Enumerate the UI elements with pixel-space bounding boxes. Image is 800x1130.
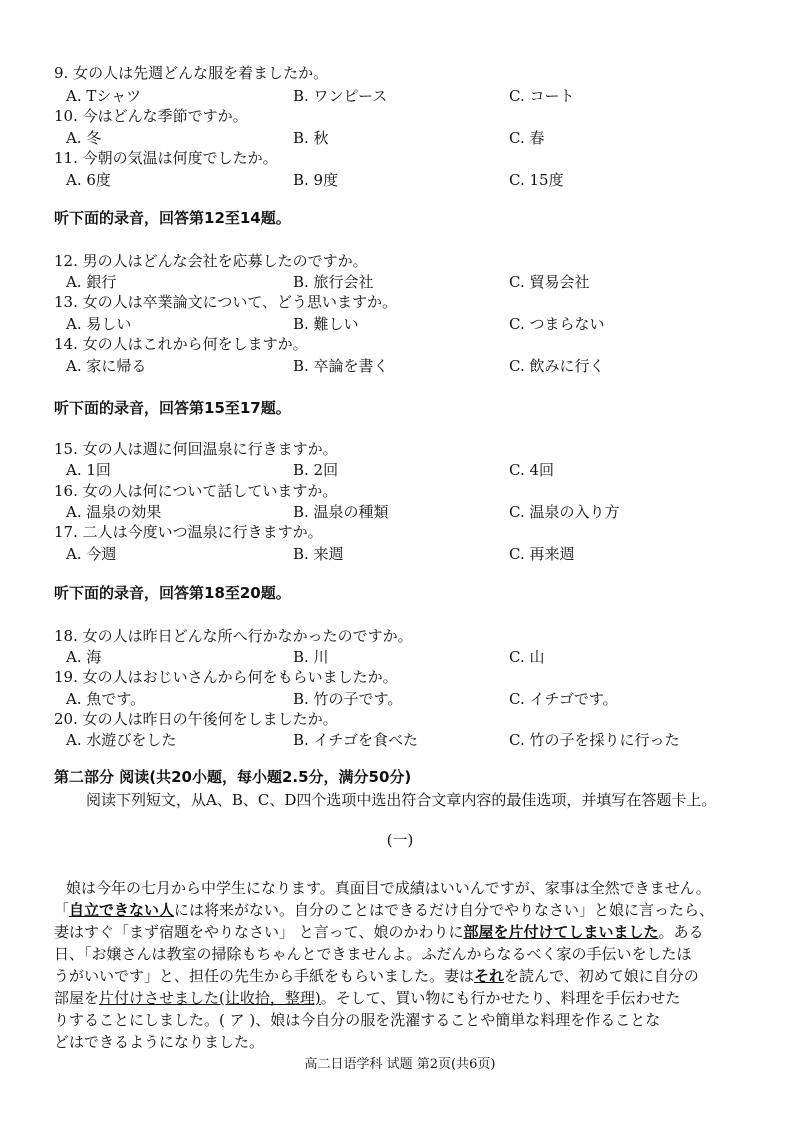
options-14	[0, 355, 800, 377]
question-text: 女の人は昨日の午後何をしましたか。	[82, 710, 338, 728]
passage-title: (一)	[386, 831, 414, 849]
option-a: A. 魚です。	[66, 690, 146, 708]
option-b: B. 卒論を書く	[293, 357, 389, 375]
question-number: 13.	[54, 293, 78, 311]
option-c: C. 山	[509, 648, 545, 666]
passage-line-7: りすることにしました。( ア )、娘は今自分の服を洗濯することや簡単な料理を作ることな	[54, 1011, 661, 1029]
options-19	[0, 688, 800, 710]
option-b: B. 難しい	[293, 315, 359, 333]
passage-text: には将来がない。自分のことはできるだけ自分でやりなさい」と娘に言ったら、	[174, 901, 715, 919]
option-b: B. 来週	[293, 545, 344, 563]
section-heading-18-20: 听下面的录音，回答第18至20题。	[54, 584, 291, 602]
question-number: 12.	[54, 252, 78, 270]
options-12	[0, 271, 800, 293]
question-number: 14.	[54, 335, 78, 353]
underlined-phrase: 部屋を片付けてしまいました	[463, 923, 659, 941]
option-b: B. 2回	[293, 461, 339, 479]
option-a: A. 易しい	[66, 315, 132, 333]
option-c: C. つまらない	[509, 315, 605, 333]
option-a: A. Tシャツ	[66, 87, 142, 105]
option-a: A. 家に帰る	[66, 357, 147, 375]
option-c: C. 竹の子を採りに行った	[509, 731, 680, 749]
question-text: 女の人は週に何回温泉に行きますか。	[82, 440, 338, 458]
option-c: C. 飲みに行く	[509, 357, 605, 375]
passage-text: 。ある	[658, 923, 704, 941]
question-15	[0, 438, 800, 460]
question-16	[0, 480, 800, 502]
option-c: C. 4回	[509, 461, 555, 479]
option-a: A. 1回	[66, 461, 111, 479]
options-16	[0, 501, 800, 523]
option-b: B. 秋	[293, 129, 329, 147]
option-c: C. コート	[509, 87, 575, 105]
option-b: B. ワンピース	[293, 87, 388, 105]
question-number: 16.	[54, 482, 78, 500]
question-text: 男の人はどんな会社を応募したのですか。	[82, 252, 368, 270]
question-19	[0, 666, 800, 688]
question-11	[0, 147, 800, 169]
question-text: 女の人はおじいさんから何をもらいましたか。	[82, 668, 398, 686]
option-a: A. 今週	[66, 545, 117, 563]
passage-line-3	[54, 921, 754, 943]
part2-instruction: 阅读下列短文，从A、B、C、D四个选项中选出符合文章内容的最佳选项，并填写在答题卡上。	[86, 791, 717, 809]
question-number: 17.	[54, 523, 78, 541]
passage-text: 部屋を	[54, 989, 100, 1007]
question-number: 9.	[54, 64, 69, 82]
question-10	[0, 105, 800, 127]
passage-text: を読んで、初めて娘に自分の	[504, 967, 699, 985]
option-c: C. イチゴです。	[509, 690, 618, 708]
passage-text: 妻はすぐ「まず宿題をやりなさい」 と言って、娘のかわりに	[54, 923, 464, 941]
question-number: 18.	[54, 627, 78, 645]
part2-heading: 第二部分 阅读(共20小题，每小题2.5分，满分50分)	[54, 768, 412, 786]
question-number: 19.	[54, 668, 78, 686]
option-b: B. 川	[293, 648, 329, 666]
options-11	[0, 169, 800, 191]
question-text: 女の人は昨日どんな所へ行かなかったのですか。	[82, 627, 413, 645]
option-c: C. 春	[509, 129, 545, 147]
section-heading-12-14: 听下面的录音，回答第12至14题。	[54, 209, 291, 227]
underlined-phrase: 自立できない人	[69, 901, 175, 919]
passage-line-5	[54, 965, 754, 987]
passage-text: うがいいです」と、担任の先生から手紙をもらいました。妻は	[54, 967, 475, 985]
question-text: 今朝の気温は何度でしたか。	[82, 149, 278, 167]
question-14	[0, 333, 800, 355]
question-text: 二人は今度いつ温泉に行きますか。	[82, 523, 323, 541]
option-c: C. 再来週	[509, 545, 575, 563]
options-17	[0, 543, 800, 565]
options-18	[0, 646, 800, 668]
underlined-phrase: 片付けさせました(让收拾，整理)	[99, 989, 321, 1007]
passage-line-8: どはできるようになりました。	[54, 1033, 265, 1051]
option-a: A. 6度	[66, 171, 111, 189]
question-number: 11.	[54, 149, 78, 167]
question-number: 20.	[54, 710, 78, 728]
option-c: C. 15度	[509, 171, 564, 189]
question-text: 女の人は先週どんな服を着ましたか。	[73, 64, 329, 82]
options-10	[0, 127, 800, 149]
question-18	[0, 625, 800, 647]
passage-line-2	[54, 899, 754, 921]
option-b: B. 旅行会社	[293, 273, 374, 291]
passage-text: 。そして、買い物にも行かせたり、料理を手伝わせた	[320, 989, 681, 1007]
question-12	[0, 250, 800, 272]
option-a: A. 水遊びをした	[66, 731, 177, 749]
option-b: B. 竹の子です。	[293, 690, 403, 708]
options-9	[0, 85, 800, 107]
question-17	[0, 521, 800, 543]
options-13	[0, 313, 800, 335]
option-a: A. 冬	[66, 129, 102, 147]
question-9	[0, 62, 800, 84]
option-a: A. 海	[66, 648, 102, 666]
question-13	[0, 291, 800, 313]
underlined-word: それ	[474, 967, 505, 985]
question-text: 女の人はこれから何をしますか。	[82, 335, 308, 353]
question-text: 女の人は卒業論文について、どう思いますか。	[82, 293, 398, 311]
passage-text: 「	[54, 901, 70, 919]
passage-line-1: 娘は今年の七月から中学生になります。真面目で成績はいいんですが、家事は全然できません。	[66, 879, 711, 897]
option-b: B. 9度	[293, 171, 339, 189]
question-20	[0, 708, 800, 730]
option-b: B. 温泉の種類	[293, 503, 389, 521]
option-b: B. イチゴを食べた	[293, 731, 418, 749]
option-a: A. 温泉の効果	[66, 503, 162, 521]
question-number: 15.	[54, 440, 78, 458]
passage-line-6	[54, 987, 754, 1009]
question-text: 今はどんな季節ですか。	[82, 107, 248, 125]
question-text: 女の人は何について話していますか。	[82, 482, 338, 500]
page-footer: 高二日语学科 试题 第2页(共6页)	[304, 1057, 496, 1072]
passage-line-4: 日、「お嬢さんは教室の掃除もちゃんとできませんよ。ふだんからなるべく家の手伝いをしたほ	[54, 945, 692, 963]
options-20	[0, 729, 800, 751]
section-heading-15-17: 听下面的录音，回答第15至17题。	[54, 399, 291, 417]
question-number: 10.	[54, 107, 78, 125]
option-c: C. 温泉の入り方	[509, 503, 620, 521]
option-c: C. 貿易会社	[509, 273, 590, 291]
options-15	[0, 459, 800, 481]
option-a: A. 銀行	[66, 273, 117, 291]
